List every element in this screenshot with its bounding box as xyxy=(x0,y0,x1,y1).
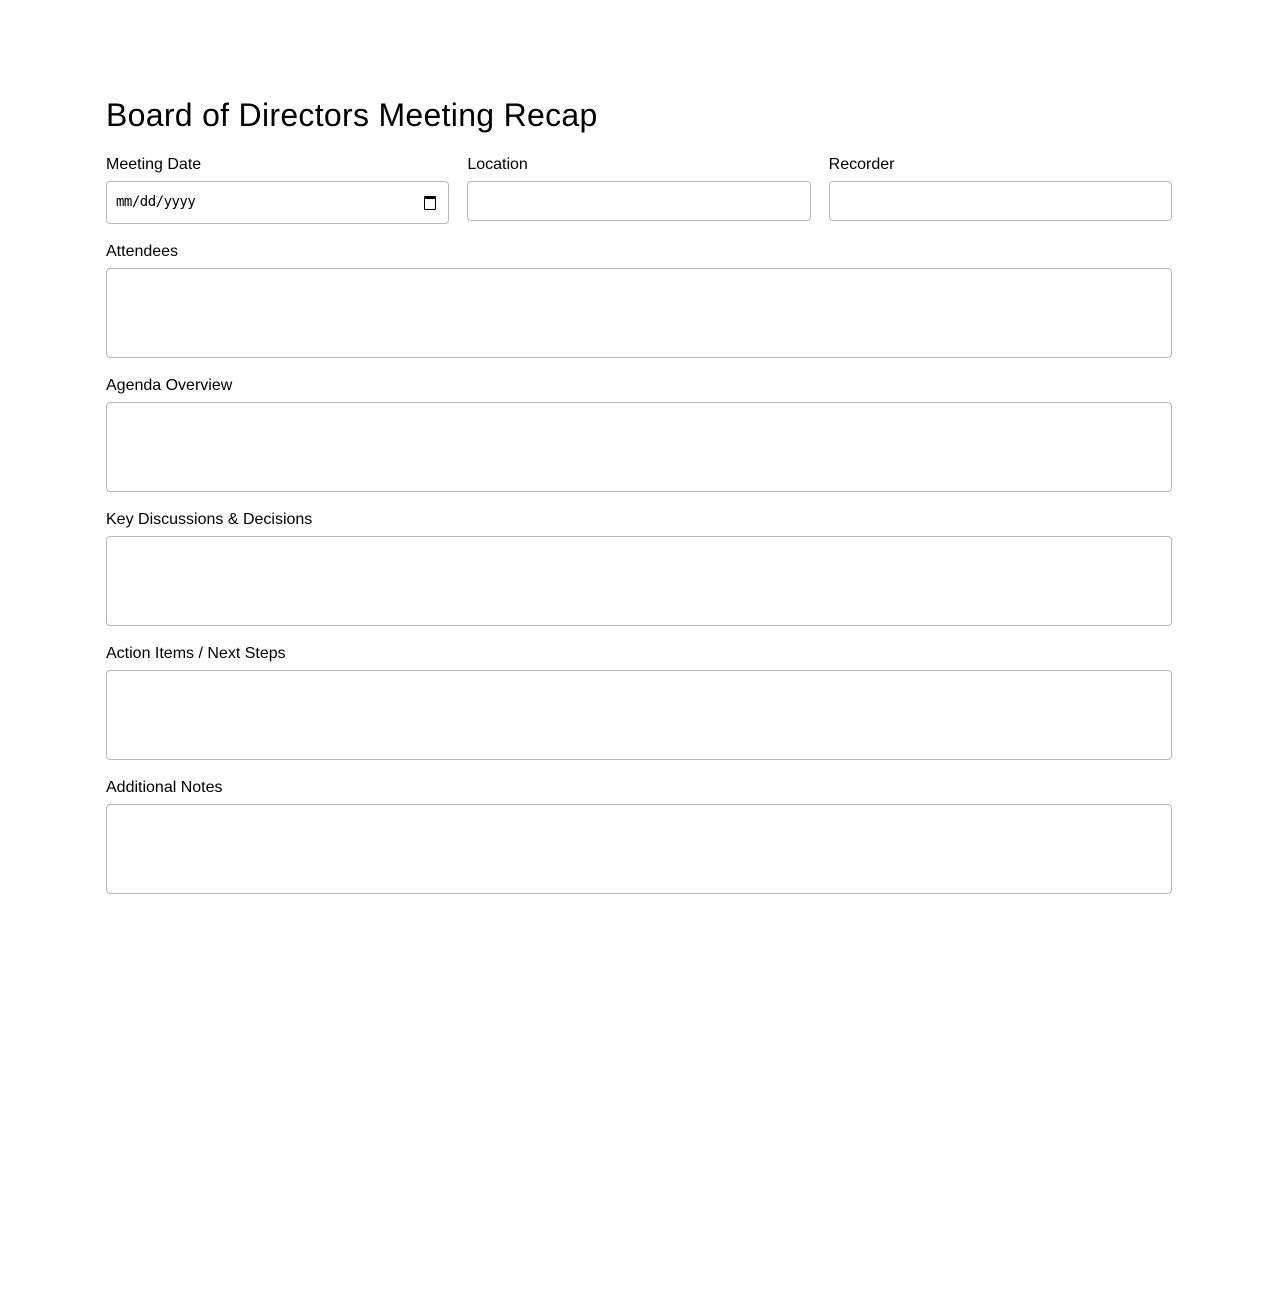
attendees-label: Attendees xyxy=(106,243,179,260)
notes-textarea[interactable] xyxy=(106,804,1172,894)
meeting-recap-form xyxy=(106,93,1172,894)
discussions-label: Key Discussions & Decisions xyxy=(106,511,313,528)
page-title: Board of Directors Meeting Recap xyxy=(106,97,598,133)
agenda-label: Agenda Overview xyxy=(106,377,233,394)
attendees-textarea[interactable] xyxy=(106,268,1172,358)
meeting-date-label: Meeting Date xyxy=(106,156,202,173)
notes-label: Additional Notes xyxy=(106,779,223,796)
action-items-label: Action Items / Next Steps xyxy=(106,645,286,662)
discussions-textarea[interactable] xyxy=(106,536,1172,626)
location-input[interactable] xyxy=(467,181,810,221)
date-placeholder: mm/dd/yyyy xyxy=(116,194,196,210)
recorder-label: Recorder xyxy=(828,156,895,173)
calendar-icon[interactable] xyxy=(424,196,436,210)
meeting-date-input[interactable] xyxy=(106,181,449,224)
action-items-textarea[interactable] xyxy=(106,670,1172,760)
recorder-input[interactable] xyxy=(829,181,1172,221)
agenda-textarea[interactable] xyxy=(106,402,1172,492)
location-label: Location xyxy=(467,156,528,173)
